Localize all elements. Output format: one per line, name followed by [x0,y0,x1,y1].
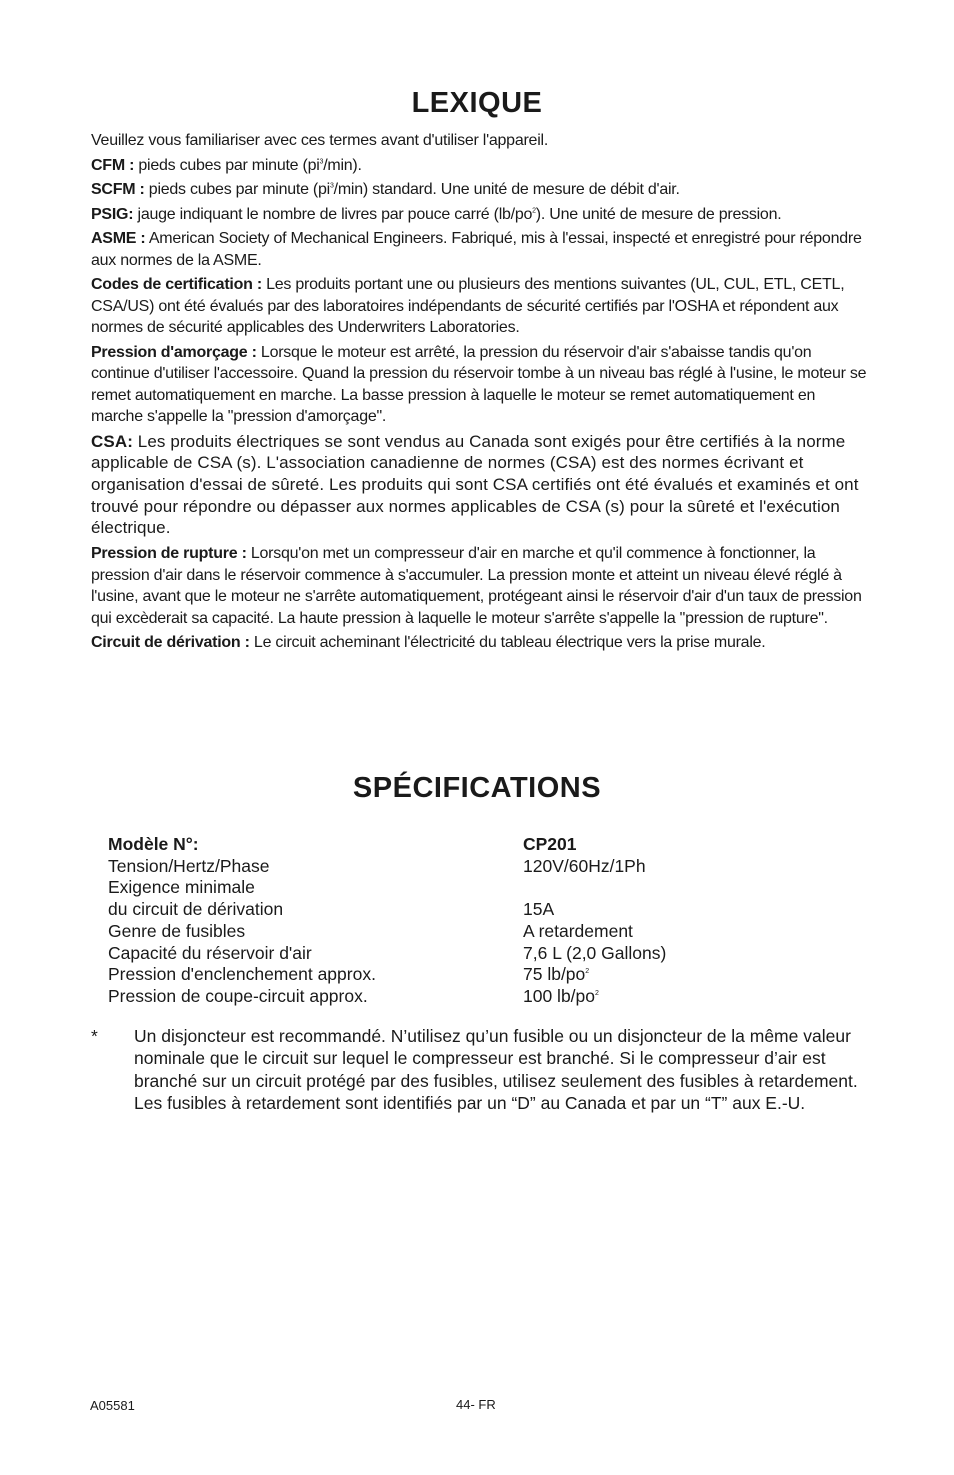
specifications-table [108,834,808,1008]
spec-row [108,921,808,943]
term-amorcage: Pression d'amorçage : [91,343,257,361]
spec-value-cell [523,986,808,1008]
definition-scfm [91,179,869,201]
definition-cfm-sup: 3 [319,158,324,166]
definition-asme-text: American Society of Mechanical Engineers. Fabriqué, mis à l'essai, inspecté et enregistré pour répondre aux normes de la ASME. [91,230,862,269]
spec-value-sup: 2 [595,990,599,998]
spec-header-row [108,834,808,856]
definition-psig-sup: 2 [532,207,536,215]
definition-psig-text-b: ). Une unité de mesure de pression. [535,205,782,223]
spec-header-label: Modèle N°: [108,834,199,854]
definition-derivation [91,632,869,654]
page-number: 44- FR [456,1397,496,1412]
spec-value-cell [523,964,808,986]
spec-value: 100 lb/po [523,985,596,1006]
spec-label: Genre de fusibles [108,920,246,941]
term-codes: Codes de certification : [91,276,262,293]
lexique-section [91,130,869,657]
term-derivation: Circuit de dérivation : [91,634,250,652]
definition-codes-text: Les produits portant une ou plusieurs des mentions suivantes (UL, CUL, ETL, CETL, CSA/US) ont été évalués par des laboratoires indépendants de sécurité certifiés par l'OSHA et répondent aux normes de sécurité applicables des Underwriters Laboratories. [91,276,845,336]
term-scfm: SCFM : [91,181,145,198]
spec-header-value: CP201 [523,834,577,854]
definition-scfm-text-a: pieds cubes par minute (pi [144,181,330,198]
term-csa: CSA: [91,431,133,451]
definition-asme [91,228,869,271]
definition-derivation-text: Le circuit acheminant l'électricité du tableau électrique vers la prise murale. [249,634,766,652]
term-cfm: CFM : [91,156,135,174]
spec-row [108,964,808,986]
definition-cfm [91,155,869,177]
spec-value: 7,6 L (2,0 Gallons) [523,942,667,963]
definition-amorcage-text: Lorsque le moteur est arrêté, la pression du réservoir d'air s'abaisse tandis qu'on continue d'utiliser l'accessoire. Quand la pression du réservoir tombe à un niveau bas réglé à l'usine, le moteur se remet automatiquement en marche. La basse pression à laquelle le moteur se remet automatiquement en marche s'appelle la "pression d'amorçage". [91,343,867,425]
document-code: A05581 [90,1398,135,1413]
spec-label: Pression de coupe-circuit approx. [108,985,368,1006]
spec-row [108,856,808,878]
spec-row [108,899,808,921]
lexique-title: LEXIQUE [411,87,543,119]
spec-value-sup: 2 [585,968,590,976]
definition-codes [91,274,869,339]
definition-cfm-text-b: /min). [323,156,362,174]
definition-scfm-text-b: /min) standard. Une unité de mesure de débit d'air. [333,181,680,198]
spec-value [523,877,808,899]
lexique-intro: Veuillez vous familiariser avec ces termes avant d'utiliser l'appareil. [91,132,549,149]
definition-amorcage [91,342,869,428]
spec-row [108,986,808,1008]
spec-value: 75 lb/po [523,964,586,985]
spec-label: du circuit de dérivation [108,899,284,920]
note-marker: * [91,1026,98,1046]
spec-value: A retardement [523,920,633,941]
spec-label: Exigence minimale [108,877,255,898]
term-asme: ASME : [91,230,146,247]
definition-cfm-text-a: pieds cubes par minute (pi [134,156,320,174]
definition-psig-text-a: jauge indiquant le nombre de livres par pouce carré (lb/po [133,205,533,223]
definition-psig [91,204,869,226]
definition-rupture [91,543,869,629]
spec-label: Tension/Hertz/Phase [108,855,270,876]
spec-value: 15A [523,899,555,920]
specifications-title: SPÉCIFICATIONS [352,772,602,804]
specifications-note [91,1025,871,1114]
term-psig: PSIG: [91,205,134,223]
spec-row [108,877,808,899]
spec-value: 120V/60Hz/1Ph [523,855,646,876]
term-rupture: Pression de rupture : [91,545,247,563]
spec-label: Pression d'enclenchement approx. [108,964,376,985]
spec-row [108,943,808,965]
spec-label: Capacité du réservoir d'air [108,942,312,963]
definition-scfm-sup: 3 [329,182,334,190]
definition-csa-text: Les produits électriques se sont vendus au Canada sont exigés pour être certifiés à la norme applicable de CSA (s). L'association canadienne de normes (CSA) est des normes écrivant et organisation d'essai de sûreté. Les produits qui sont CSA certifiés ont été évalués et examinés et ont trouvé pour répondre ou dépasser aux normes applicables de CSA (s) pour la sûreté et l'exécution électrique. [91,431,859,538]
definition-rupture-text: Lorsqu'on met un compresseur d'air en marche et qu'il commence à fonctionner, la pression d'air dans le réservoir commence à s'accumuler. La pression monte et atteint un niveau élevé réglé à l'usine, avant que le moteur ne s'arrête automatiquement, protégeant ainsi le réservoir d'air d'un taux de pression qui excèderait sa capacité. La haute pression à laquelle le moteur s'arrête s'appelle la "pression de rupture". [91,545,862,627]
definition-csa [91,431,869,540]
note-text: Un disjoncteur est recommandé. N’utilisez qu’un fusible ou un disjoncteur de la même valeur nominale que le circuit sur lequel le compresseur est branché. Si le compresseur d’air est branché sur un circuit protégé par des fusibles, utilisez seulement des fusibles à retardement. Les fusibles à retardement sont identifiés par un “D” au Canada et par un “T” aux E.-U. [134,1026,858,1113]
